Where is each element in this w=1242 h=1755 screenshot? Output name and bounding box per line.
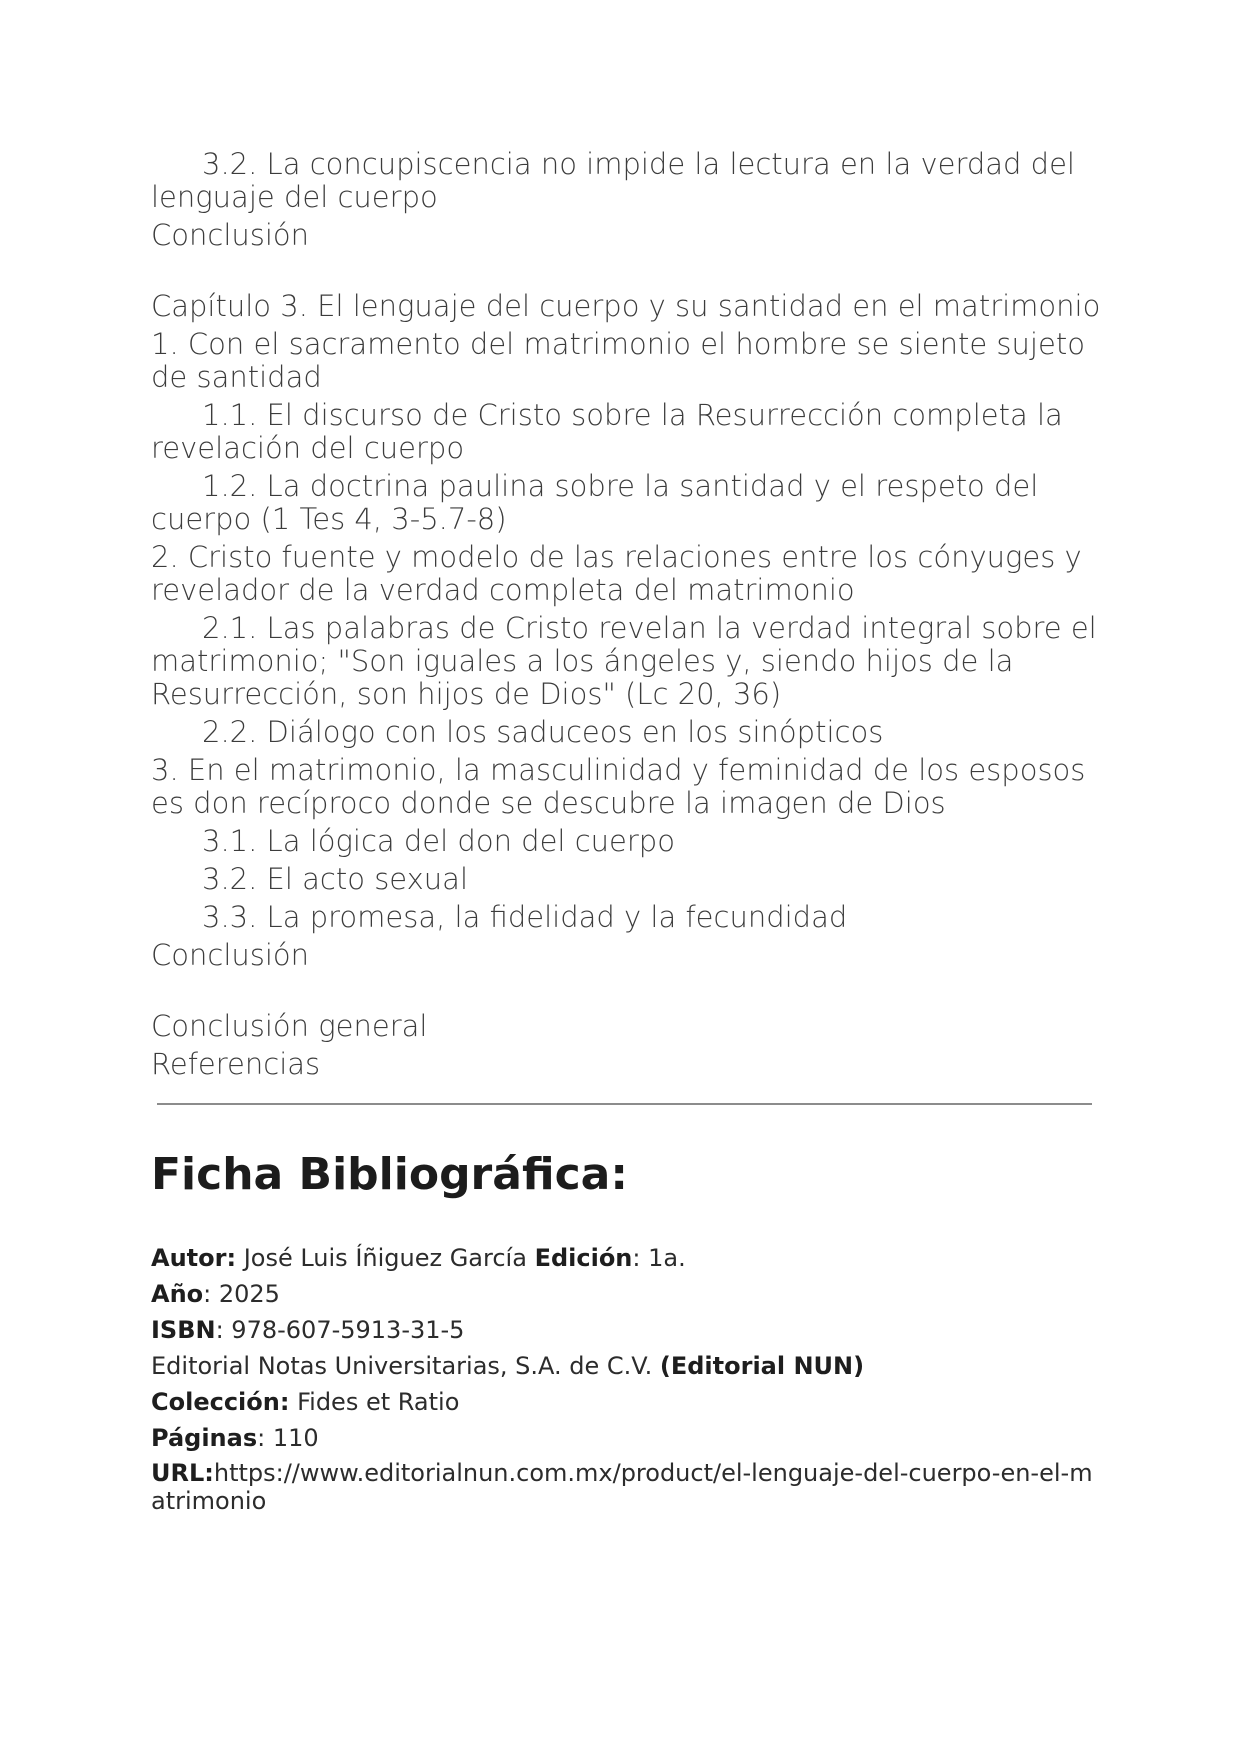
paginas-label: Páginas: [151, 1424, 258, 1452]
toc-entry: Conclusión general: [151, 1009, 428, 1043]
document-page: [151, 148, 1101, 1521]
paginas-value: : 110: [257, 1424, 319, 1452]
editorial-label: (Editorial NUN): [659, 1352, 865, 1380]
anio-value: : 2025: [203, 1280, 280, 1308]
edicion-value: : 1a.: [632, 1244, 686, 1272]
ficha-coleccion-line: [151, 1387, 1101, 1417]
toc-entry: 3.1. La lógica del don del cuerpo: [202, 824, 675, 858]
toc-entry: 1.1. El discurso de Cristo sobre la Resurrección completa la revelación del cuerpo: [151, 398, 1063, 465]
ficha-title: Ficha Bibliográfica:: [151, 1149, 628, 1200]
editorial-value: Editorial Notas Universitarias, S.A. de C.V.: [151, 1352, 660, 1380]
isbn-label: ISBN: [151, 1316, 216, 1344]
table-of-contents: [151, 148, 1101, 1081]
isbn-value: : 978-607-5913-31-5: [215, 1316, 465, 1344]
edicion-label: Edición: [534, 1244, 633, 1272]
toc-entry: 2.2. Diálogo con los saduceos en los sinópticos: [202, 715, 884, 749]
coleccion-value: Fides et Ratio: [289, 1388, 460, 1416]
url-link[interactable]: https://www.editorialnun.com.mx/product/el-lenguaje-del-cuerpo-en-el-matrimonio: [151, 1459, 1093, 1515]
ficha-editorial-line: [151, 1351, 1101, 1381]
toc-entry: Conclusión: [151, 938, 310, 972]
ficha-autor-line: [151, 1243, 1101, 1273]
toc-entry: 2.1. Las palabras de Cristo revelan la verdad integral sobre el matrimonio; "Son iguales a los ángeles y, siendo hijos de la Resurrección, son hijos de Dios" (Lc 20, 36): [151, 611, 1097, 711]
bibliographic-record: [151, 1149, 1101, 1515]
toc-entry: Conclusión: [151, 218, 310, 252]
toc-entry: 3.2. El acto sexual: [202, 862, 469, 896]
toc-entry: 1. Con el sacramento del matrimonio el hombre se siente sujeto de santidad: [151, 327, 1085, 394]
section-divider: [157, 1103, 1092, 1105]
ficha-url-line: [151, 1459, 1101, 1515]
toc-entry: 1.2. La doctrina paulina sobre la santidad y el respeto del cuerpo (1 Tes 4, 3-5.7-8): [151, 469, 1039, 536]
toc-entry: 2. Cristo fuente y modelo de las relaciones entre los cónyuges y revelador de la verdad completa del matrimonio: [151, 540, 1082, 607]
autor-value: José Luis Íñiguez García: [236, 1244, 535, 1272]
url-label: URL:: [151, 1459, 214, 1487]
toc-chapter-heading: Capítulo 3. El lenguaje del cuerpo y su santidad en el matrimonio: [151, 289, 1101, 323]
ficha-anio-line: [151, 1279, 1101, 1309]
toc-entry: 3.2. La concupiscencia no impide la lectura en la verdad del lenguaje del cuerpo: [151, 147, 1075, 214]
ficha-paginas-line: [151, 1423, 1101, 1453]
anio-label: Año: [151, 1280, 204, 1308]
toc-entry: 3.3. La promesa, la fidelidad y la fecundidad: [202, 900, 848, 934]
toc-entry: 3. En el matrimonio, la masculinidad y feminidad de los esposos es don recíproco donde se descubre la imagen de Dios: [151, 753, 1086, 820]
autor-label: Autor:: [151, 1244, 237, 1272]
ficha-isbn-line: [151, 1315, 1101, 1345]
toc-entry: Referencias: [151, 1047, 321, 1081]
coleccion-label: Colección:: [151, 1388, 290, 1416]
